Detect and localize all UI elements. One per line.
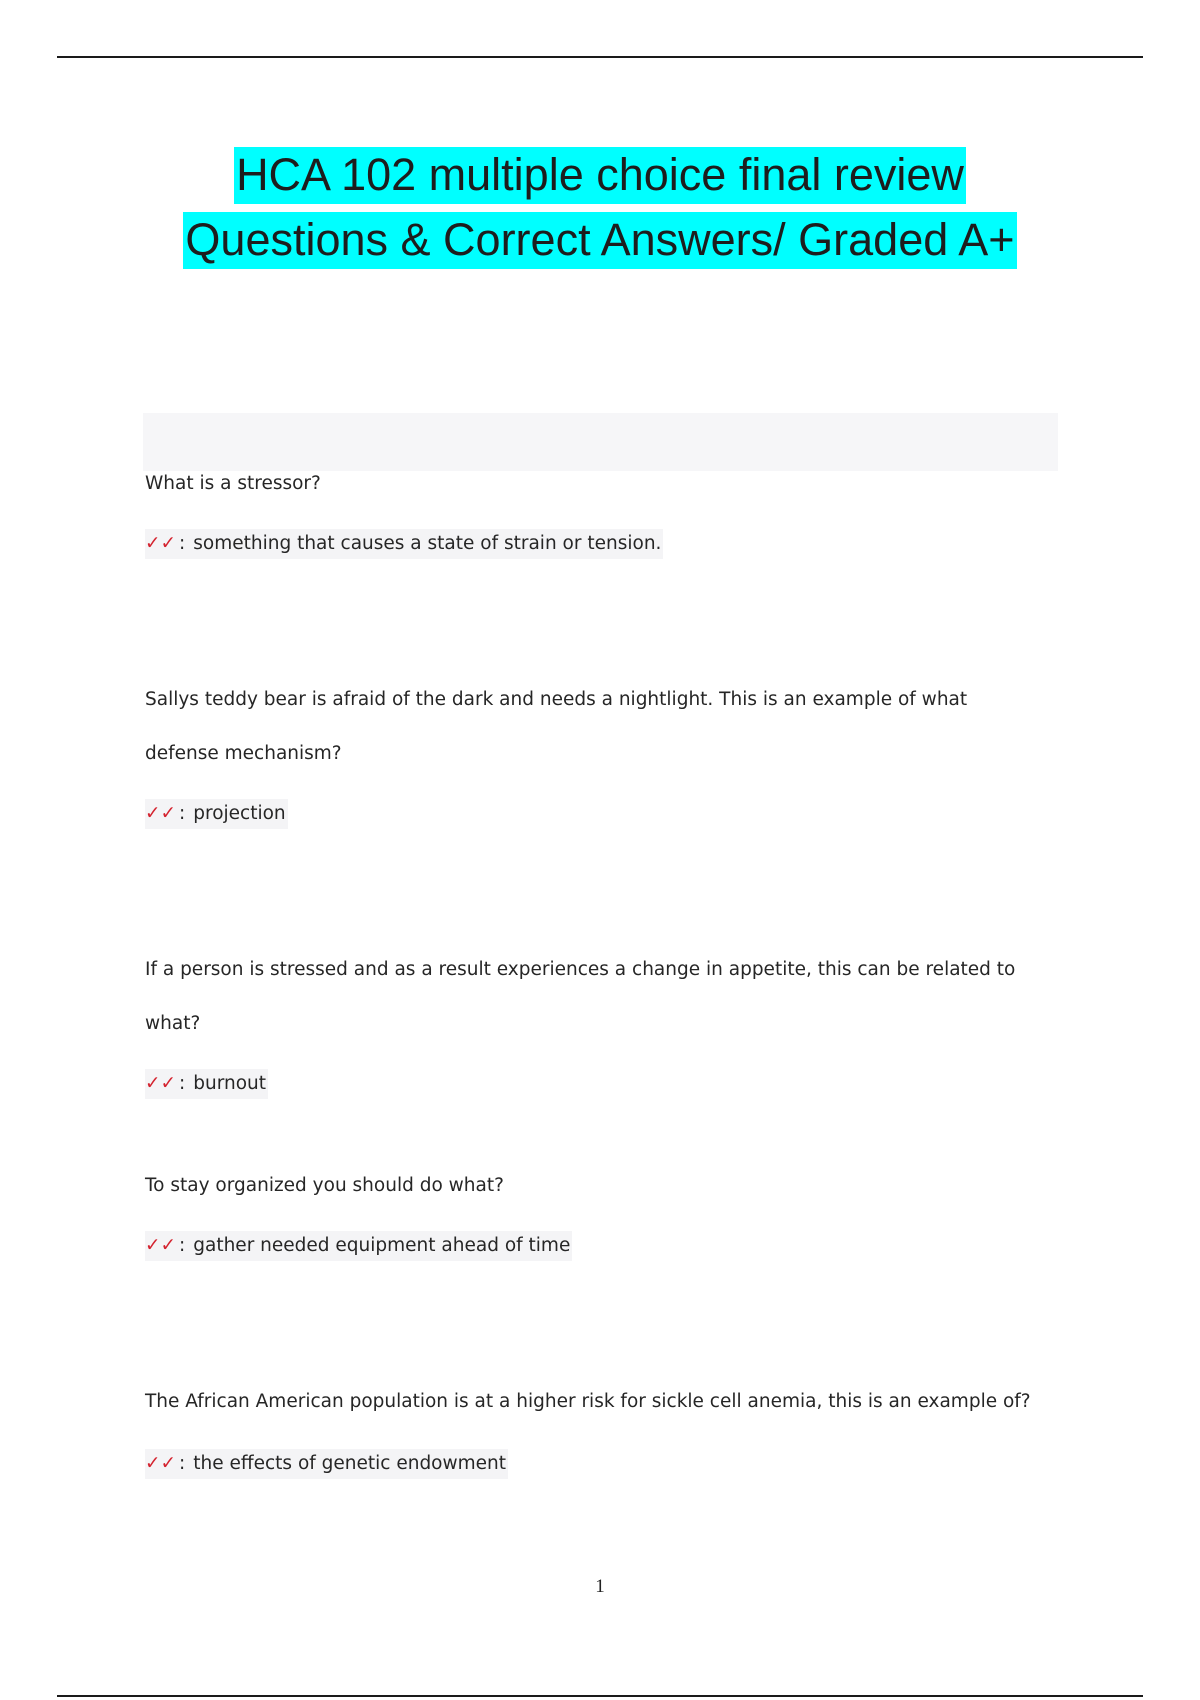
answer-text: gather needed equipment ahead of time bbox=[193, 1235, 571, 1256]
double-check-icon: ✓✓ bbox=[145, 533, 177, 554]
question-text: To stay organized you should do what? bbox=[145, 1175, 504, 1196]
answer-line bbox=[145, 529, 663, 559]
footer-rule bbox=[57, 1695, 1143, 1697]
question-text: Sallys teddy bear is afraid of the dark and needs a nightlight. This is an example of what defense mechanism? bbox=[145, 689, 968, 764]
answer-colon: : bbox=[179, 1235, 186, 1256]
answer-line bbox=[145, 799, 288, 829]
qa-item-1 bbox=[145, 457, 1065, 559]
answer-line bbox=[145, 1231, 572, 1261]
double-check-icon: ✓✓ bbox=[145, 1453, 177, 1474]
answer-colon: : bbox=[179, 803, 186, 824]
answer-colon: : bbox=[179, 1073, 186, 1094]
answer-line bbox=[145, 1069, 268, 1099]
answer-colon: : bbox=[179, 533, 186, 554]
answer-text: projection bbox=[193, 803, 286, 824]
title-line-2: Questions & Correct Answers/ Graded A+ bbox=[183, 212, 1016, 269]
double-check-icon: ✓✓ bbox=[145, 803, 177, 824]
qa-item-4 bbox=[145, 1159, 1065, 1261]
answer-text: burnout bbox=[193, 1073, 267, 1094]
answer-line bbox=[145, 1449, 508, 1479]
document-title bbox=[0, 142, 1200, 272]
answer-text: something that causes a state of strain or tension. bbox=[193, 533, 662, 554]
double-check-icon: ✓✓ bbox=[145, 1235, 177, 1256]
qa-item-3 bbox=[145, 943, 1065, 1099]
title-line-1: HCA 102 multiple choice final review bbox=[234, 147, 966, 204]
answer-text: the effects of genetic endowment bbox=[193, 1453, 507, 1474]
question-text: If a person is stressed and as a result experiences a change in appetite, this can be related to what? bbox=[145, 959, 1016, 1034]
qa-item-5 bbox=[145, 1375, 1065, 1479]
answer-colon: : bbox=[179, 1453, 186, 1474]
qa-item-2 bbox=[145, 673, 1065, 829]
question-text: What is a stressor? bbox=[145, 473, 321, 494]
double-check-icon: ✓✓ bbox=[145, 1073, 177, 1094]
header-rule bbox=[57, 56, 1143, 58]
question-text: The African American population is at a higher risk for sickle cell anemia, this is an example of? bbox=[145, 1391, 1031, 1412]
page-number: 1 bbox=[595, 1576, 605, 1597]
